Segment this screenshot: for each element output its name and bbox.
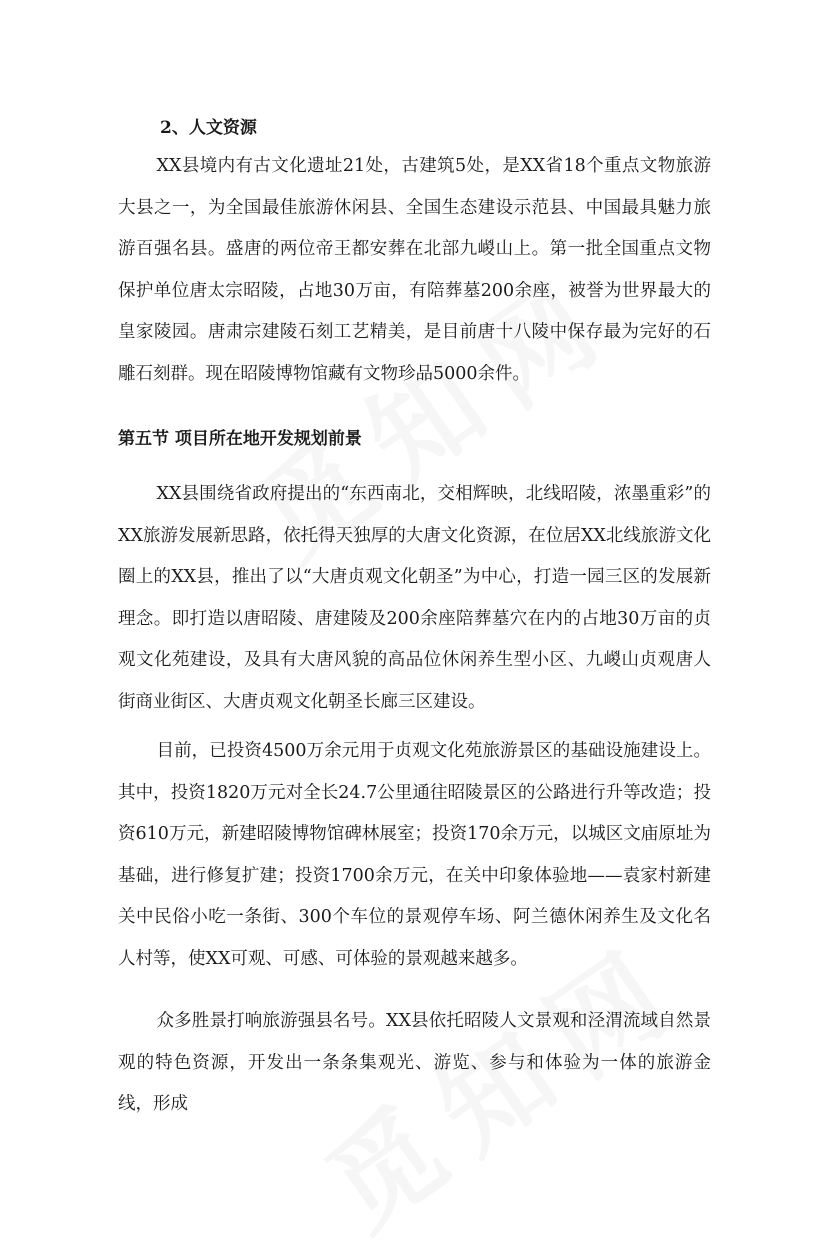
section-heading-humanities: 2、人文资源: [160, 118, 257, 138]
paragraph-humanities: XX县境内有古文化遗址21处，古建筑5处，是XX省18个重点文物旅游大县之一，为全国最佳旅游休闲县、全国生态建设示范县、中国最具魅力旅游百强名县。盛唐的两位帝王都安葬在北部九嵕山上。第一批全国重点文物保护单位唐太宗昭陵，占地30万亩，有陪葬墓200余座，被誉为世界最大的皇家陵园。唐肃宗建陵石刻工艺精美，是目前唐十八陵中保存最为完好的石雕石刻群。现在昭陵博物馆藏有文物珍品5000余件。: [118, 156, 711, 384]
paragraph-tourism-routes: 众多胜景打响旅游强县名号。XX县依托昭陵人文景观和泾渭流域自然景观的特色资源，开发出一条条集观光、游览、参与和体验为一体的旅游金线，形成: [118, 1011, 711, 1114]
section-heading-development: 第五节 项目所在地开发规划前景: [118, 429, 362, 449]
paragraph-investment: 目前，已投资4500万余元用于贞观文化苑旅游景区的基础设施建设上。其中，投资1820万元对全长24.7公里通往昭陵景区的公路进行升等改造；投资610万元，新建昭陵博物馆碑林展室；投资170余万元，以城区文庙原址为基础，进行修复扩建；投资1700余万元，在关中印象体验地——袁家村新建关中民俗小吃一条街、300个车位的景观停车场、阿兰德休闲养生及文化名人村等，使XX可观、可感、可体验的景观越来越多。: [118, 741, 711, 969]
paragraph-development-ideas: XX县围绕省政府提出的“东西南北，交相辉映，北线昭陵，浓墨重彩”的XX旅游发展新思路，依托得天独厚的大唐文化资源，在位居XX北线旅游文化圈上的XX县，推出了以“大唐贞观文化朝圣”为中心，打造一园三区的发展新理念。即打造以唐昭陵、唐建陵及200余座陪葬墓穴在内的占地30万亩的贞观文化苑建设，及具有大唐风貌的高品位休闲养生型小区、九嵕山贞观唐人街商业街区、大唐贞观文化朝圣长廊三区建设。: [118, 484, 711, 712]
